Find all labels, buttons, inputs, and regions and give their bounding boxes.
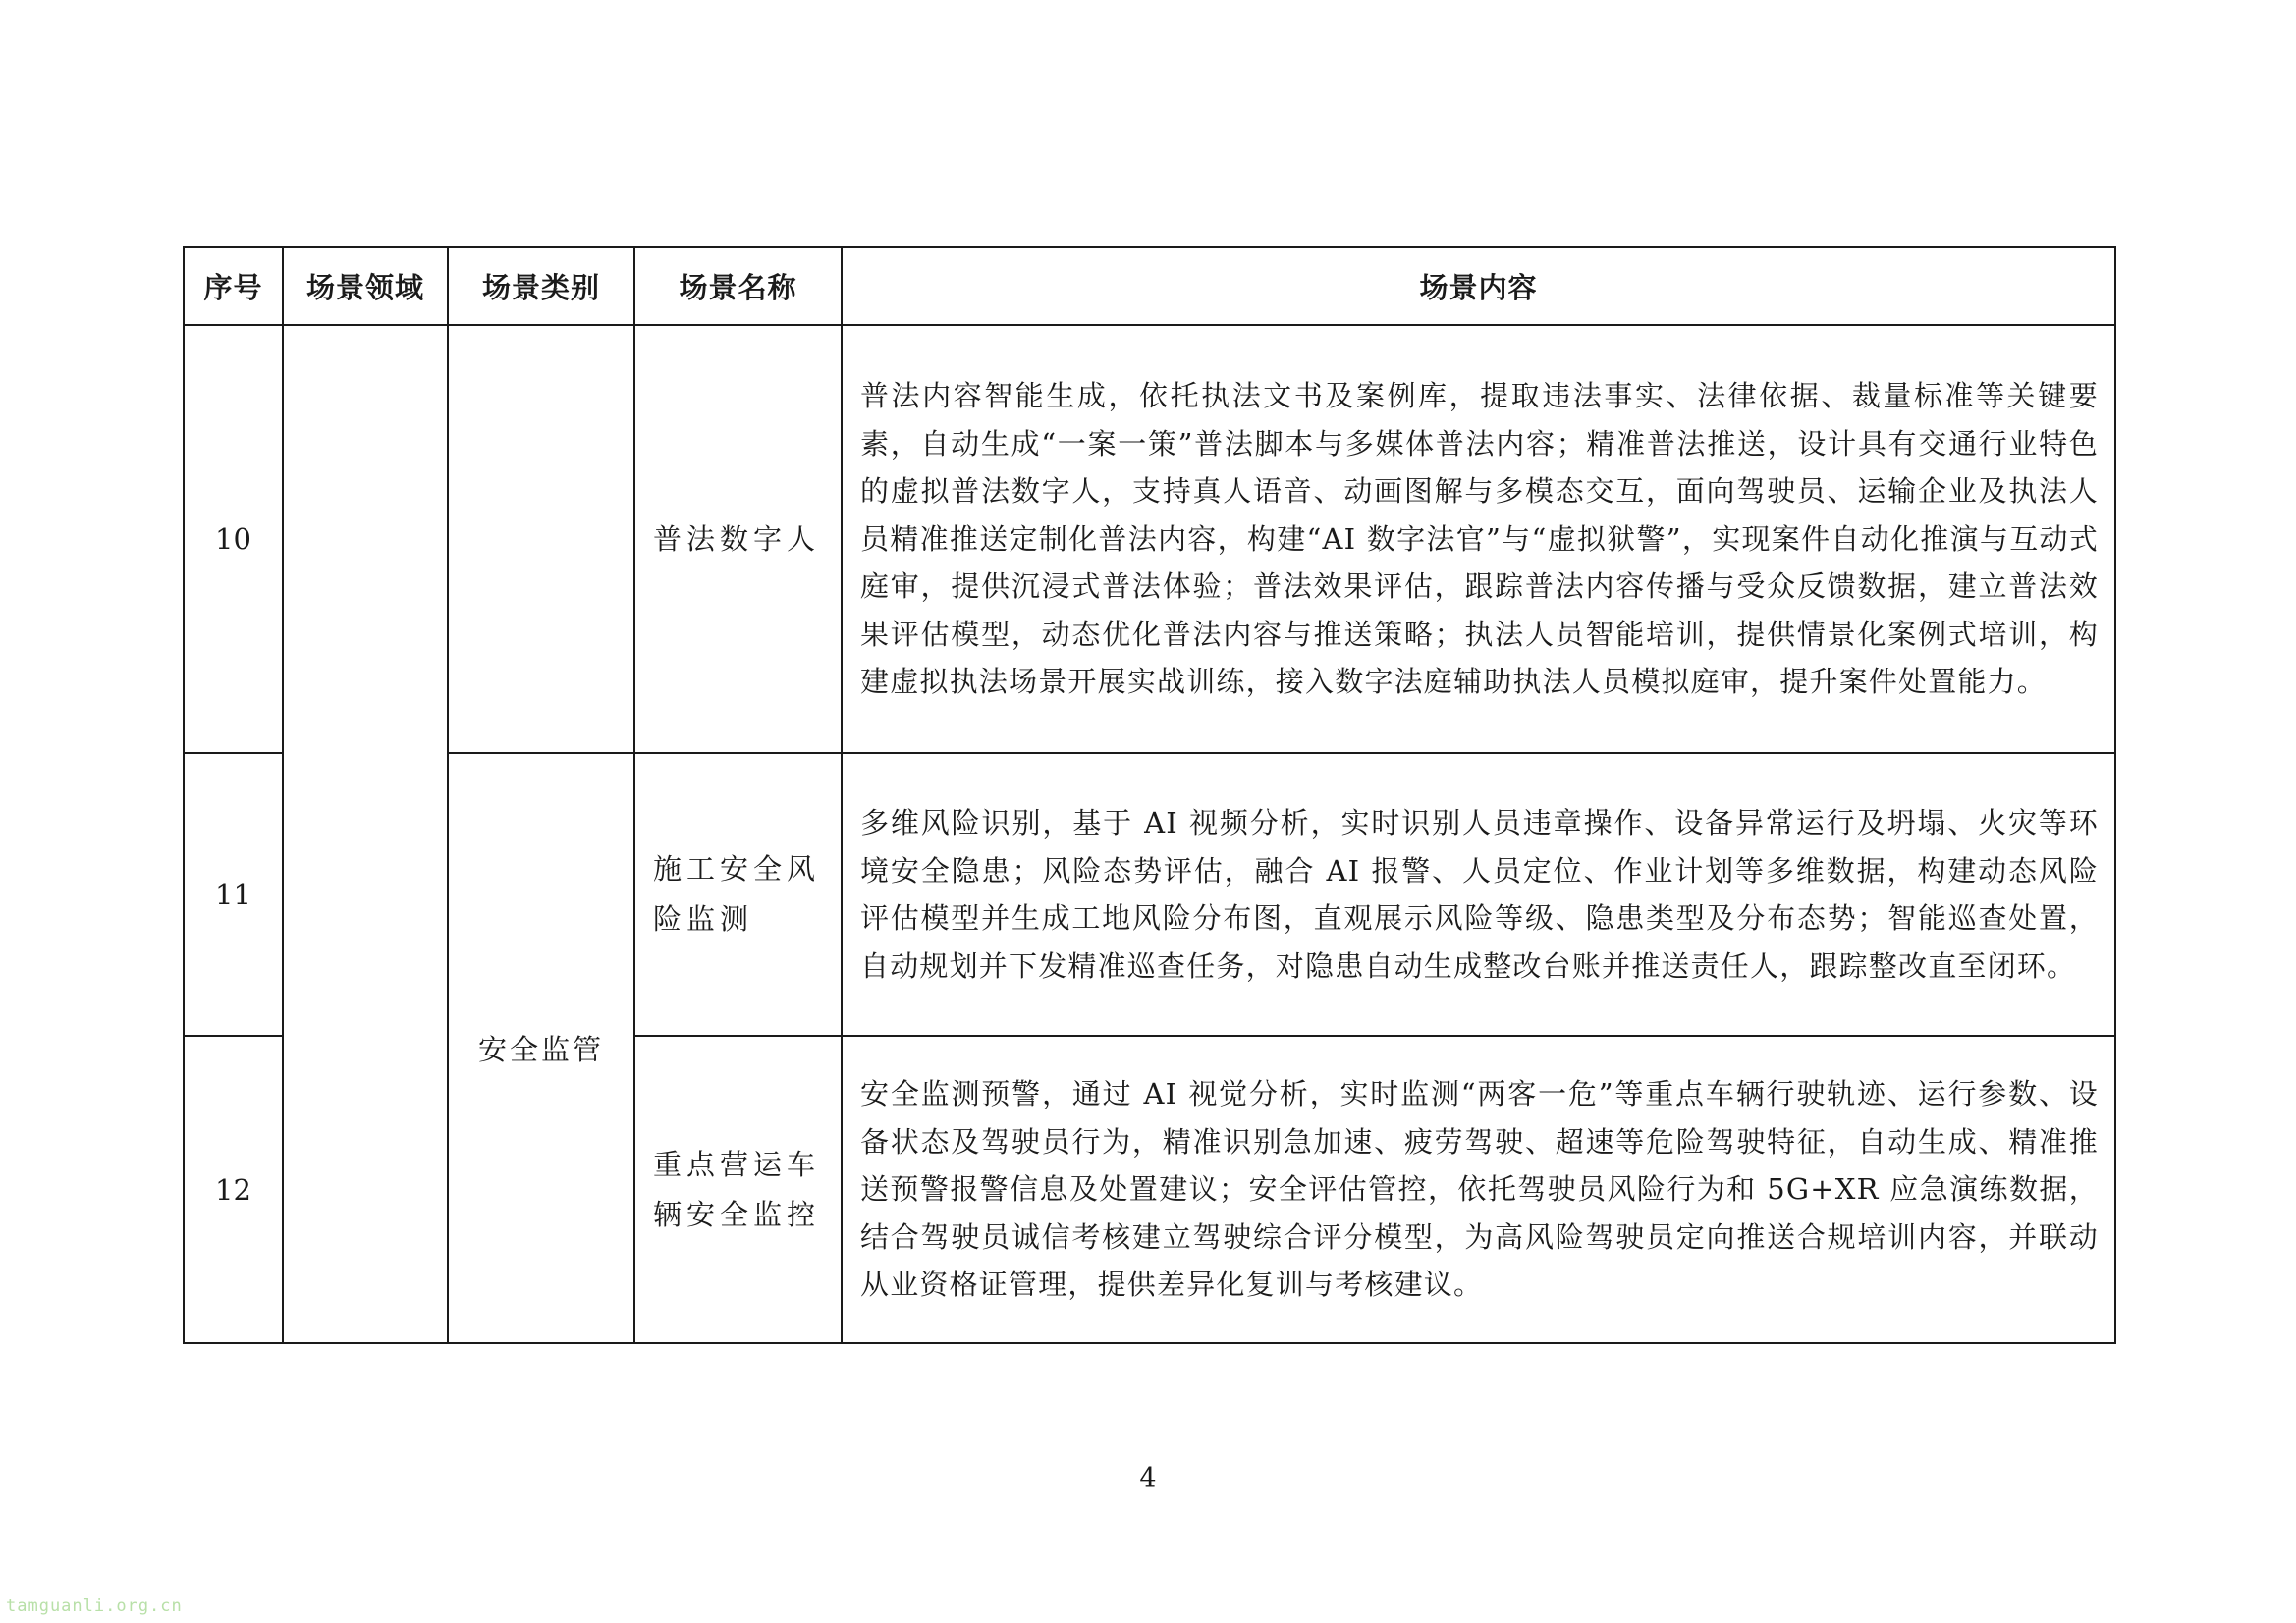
header-name: 场景名称 [634, 247, 842, 325]
category-cell-empty [448, 325, 634, 753]
scenario-content [842, 753, 2115, 1036]
scenario-content [842, 1036, 2115, 1343]
scenario-table [183, 246, 2116, 1344]
scenario-content-text: 安全监测预警，通过 AI 视觉分析，实时监测“两客一危”等重点车辆行驶轨迹、运行参数、设备状态及驾驶员行为，精准识别急加速、疲劳驾驶、超速等危险驾驶特征，自动生成、精准推送预警报警信息及处置建议；安全评估管控，依托驾驶员风险行为和 5G+XR 应急演练数据，结合驾驶员诚信考核建立驾驶综合评分模型，为高风险驾驶员定向推送合规培训内容，并联动从业资格证管理，提供差异化复训与考核建议。 [860, 1077, 2099, 1302]
domain-cell [283, 325, 448, 1343]
watermark: tamguanli.org.cn [6, 1596, 183, 1616]
scenario-content-text: 多维风险识别，基于 AI 视频分析，实时识别人员违章操作、设备异常运行及坍塌、火灾等环境安全隐患；风险态势评估，融合 AI 报警、人员定位、作业计划等多维数据，构建动态风险评估模型并生成工地风险分布图，直观展示风险等级、隐患类型及分布态势；智能巡查处置，自动规划并下发精准巡查任务，对隐患自动生成整改台账并推送责任人，跟踪整改直至闭环。 [860, 806, 2099, 983]
row-index: 12 [184, 1036, 283, 1343]
header-content: 场景内容 [842, 247, 2115, 325]
table-header-row [184, 247, 2115, 325]
scenario-content-text: 普法内容智能生成，依托执法文书及案例库，提取违法事实、法律依据、裁量标准等关键要素，自动生成“一案一策”普法脚本与多媒体普法内容；精准普法推送，设计具有交通行业特色的虚拟普法数字人，支持真人语音、动画图解与多模态交互，面向驾驶员、运输企业及执法人员精准推送定制化普法内容，构建“AI 数字法官”与“虚拟狱警”，实现案件自动化推演与互动式庭审，提供沉浸式普法体验；普法效果评估，跟踪普法内容传播与受众反馈数据，建立普法效果评估模型，动态优化普法内容与推送策略；执法人员智能培训，提供情景化案例式培训，构建虚拟执法场景开展实战训练，接入数字法庭辅助执法人员模拟庭审，提升案件处置能力。 [860, 379, 2099, 699]
page-number: 4 [1139, 1463, 1157, 1493]
scenario-content [842, 325, 2115, 753]
scenario-name: 重点营运车辆安全监控 [634, 1036, 842, 1343]
category-cell: 安全监管 [448, 753, 634, 1343]
table-row [184, 753, 2115, 1036]
row-index: 10 [184, 325, 283, 753]
header-category: 场景类别 [448, 247, 634, 325]
scenario-name: 施工安全风险监测 [634, 753, 842, 1036]
row-index: 11 [184, 753, 283, 1036]
header-index: 序号 [184, 247, 283, 325]
table-row [184, 325, 2115, 753]
header-domain: 场景领域 [283, 247, 448, 325]
scenario-name: 普法数字人 [634, 325, 842, 753]
